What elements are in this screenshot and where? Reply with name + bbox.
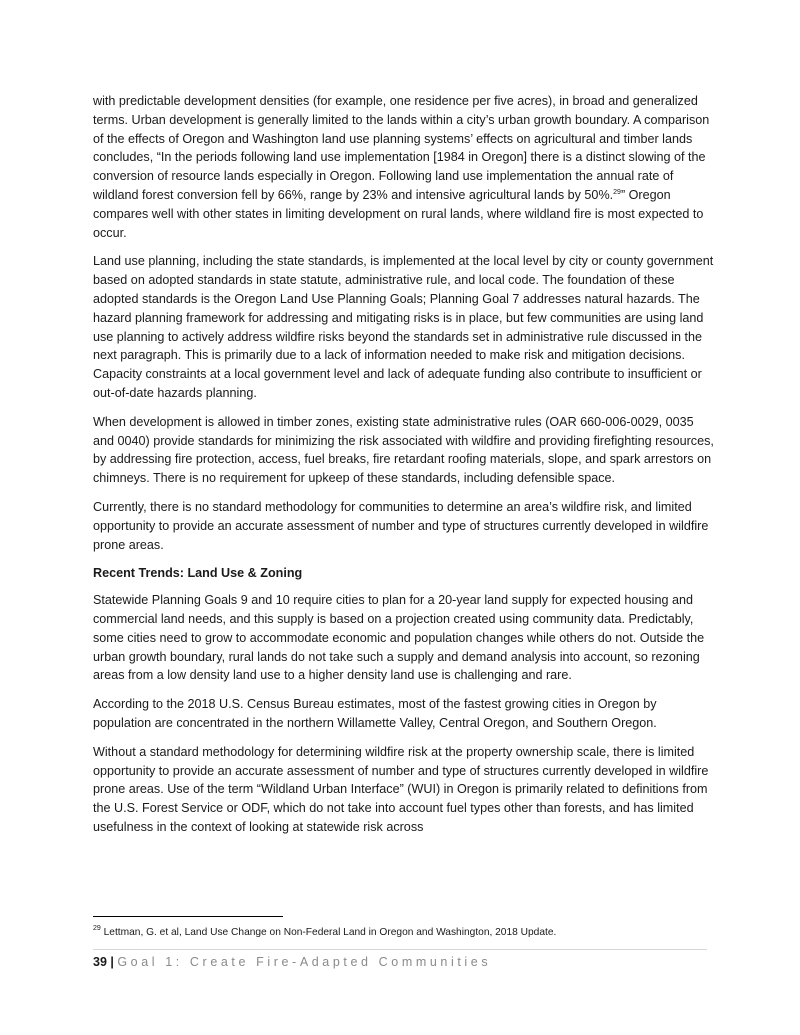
page-footer — [93, 953, 491, 971]
page-number: 39 — [93, 955, 107, 969]
footer-separator: | — [106, 955, 118, 969]
footnote-divider — [93, 916, 283, 917]
paragraph: Land use planning, including the state standards, is implemented at the local level by city or county government based on adopted standards in state statute, administrative rule, and local code. The foundation of these adopted standards is the Oregon Land Use Planning Goals; Planning Goal 7 addresses natural hazards. The hazard planning framework for addressing and mitigating risks is in place, but few communities are using land use planning to actively address wildfire risks beyond the standards set in administrative rule discussed in the next paragraph. This is primarily due to a lack of information needed to make risk and mitigation decisions. Capacity constraints at a local government level and lack of adequate funding also contribute to insufficient or out-of-date hazards planning. — [93, 254, 714, 400]
section-heading: Recent Trends: Land Use & Zoning — [93, 566, 303, 581]
footnote-number: 29 — [93, 925, 101, 932]
document-body — [93, 92, 715, 847]
paragraph-text: with predictable development densities (for example, one residence per five acres), in broad and generalized terms. Urban development is generally limited to the lands within a city’s urban growth boundary. A comparison of the effects of Oregon and Washington land use planning systems’ effects on agricultural and timber lands concludes, “In the periods following land use implementation [1984 in Oregon] there is a distinct slowing of the conversion of resource lands especially in Oregon. Following land use implementation the annual rate of wildland forest conversion fell by 66%, range by 23% and intensive agricultural lands by 50%. — [93, 94, 710, 202]
footnote — [93, 926, 715, 940]
paragraph: Statewide Planning Goals 9 and 10 require cities to plan for a 20-year land supply for expected housing and commercial land needs, and this supply is based on a projection created using community data. Predictably, some cities need to grow to accommodate economic and population changes while others do not. Outside the urban growth boundary, rural lands do not take such a supply and demand analysis into account, so rezoning areas from a low density land use to a higher density land use is challenging and rare. — [93, 593, 705, 683]
paragraph: Without a standard methodology for determining wildfire risk at the property ownership scale, there is limited opportunity to provide an accurate assessment of number and type of structures currently developed in wildfire prone areas. Use of the term “Wildland Urban Interface” (WUI) in Oregon is primarily related to definitions from the U.S. Forest Service or ODF, which do not take into account fuel types other than forests, and has limited usefulness in the context of looking at statewide risk across — [93, 744, 709, 834]
footnote-text: Lettman, G. et al, Land Use Change on Non-Federal Land in Oregon and Washington, 2018 Update. — [100, 927, 557, 938]
paragraph: Currently, there is no standard methodology for communities to determine an area’s wildfire risk, and limited opportunity to provide an accurate assessment of number and type of structures currently developed in wildfire prone areas. — [93, 499, 709, 552]
paragraph: When development is allowed in timber zones, existing state administrative rules (OAR 660-006-0029, 0035 and 0040) provide standards for minimizing the risk associated with wildfire and providing firefighting resources, by addressing fire protection, access, fuel breaks, fire retardant roofing materials, slope, and spark arrestors on chimneys. There is no requirement for upkeep of these standards, including defensible space. — [93, 414, 714, 486]
footer-divider — [93, 949, 707, 950]
paragraph: According to the 2018 U.S. Census Bureau estimates, most of the fastest growing cities in Oregon by population are concentrated in the northern Willamette Valley, Central Oregon, and Southern Oregon. — [93, 697, 657, 730]
footer-title: Goal 1: Create Fire-Adapted Communities — [117, 955, 492, 969]
paragraph — [93, 92, 715, 242]
footnote-reference[interactable]: 29 — [613, 188, 621, 196]
paragraph-text: ” Oregon compares well with other states in limiting development on rural lands, where wildland fire is most expected to occur. — [93, 187, 704, 240]
